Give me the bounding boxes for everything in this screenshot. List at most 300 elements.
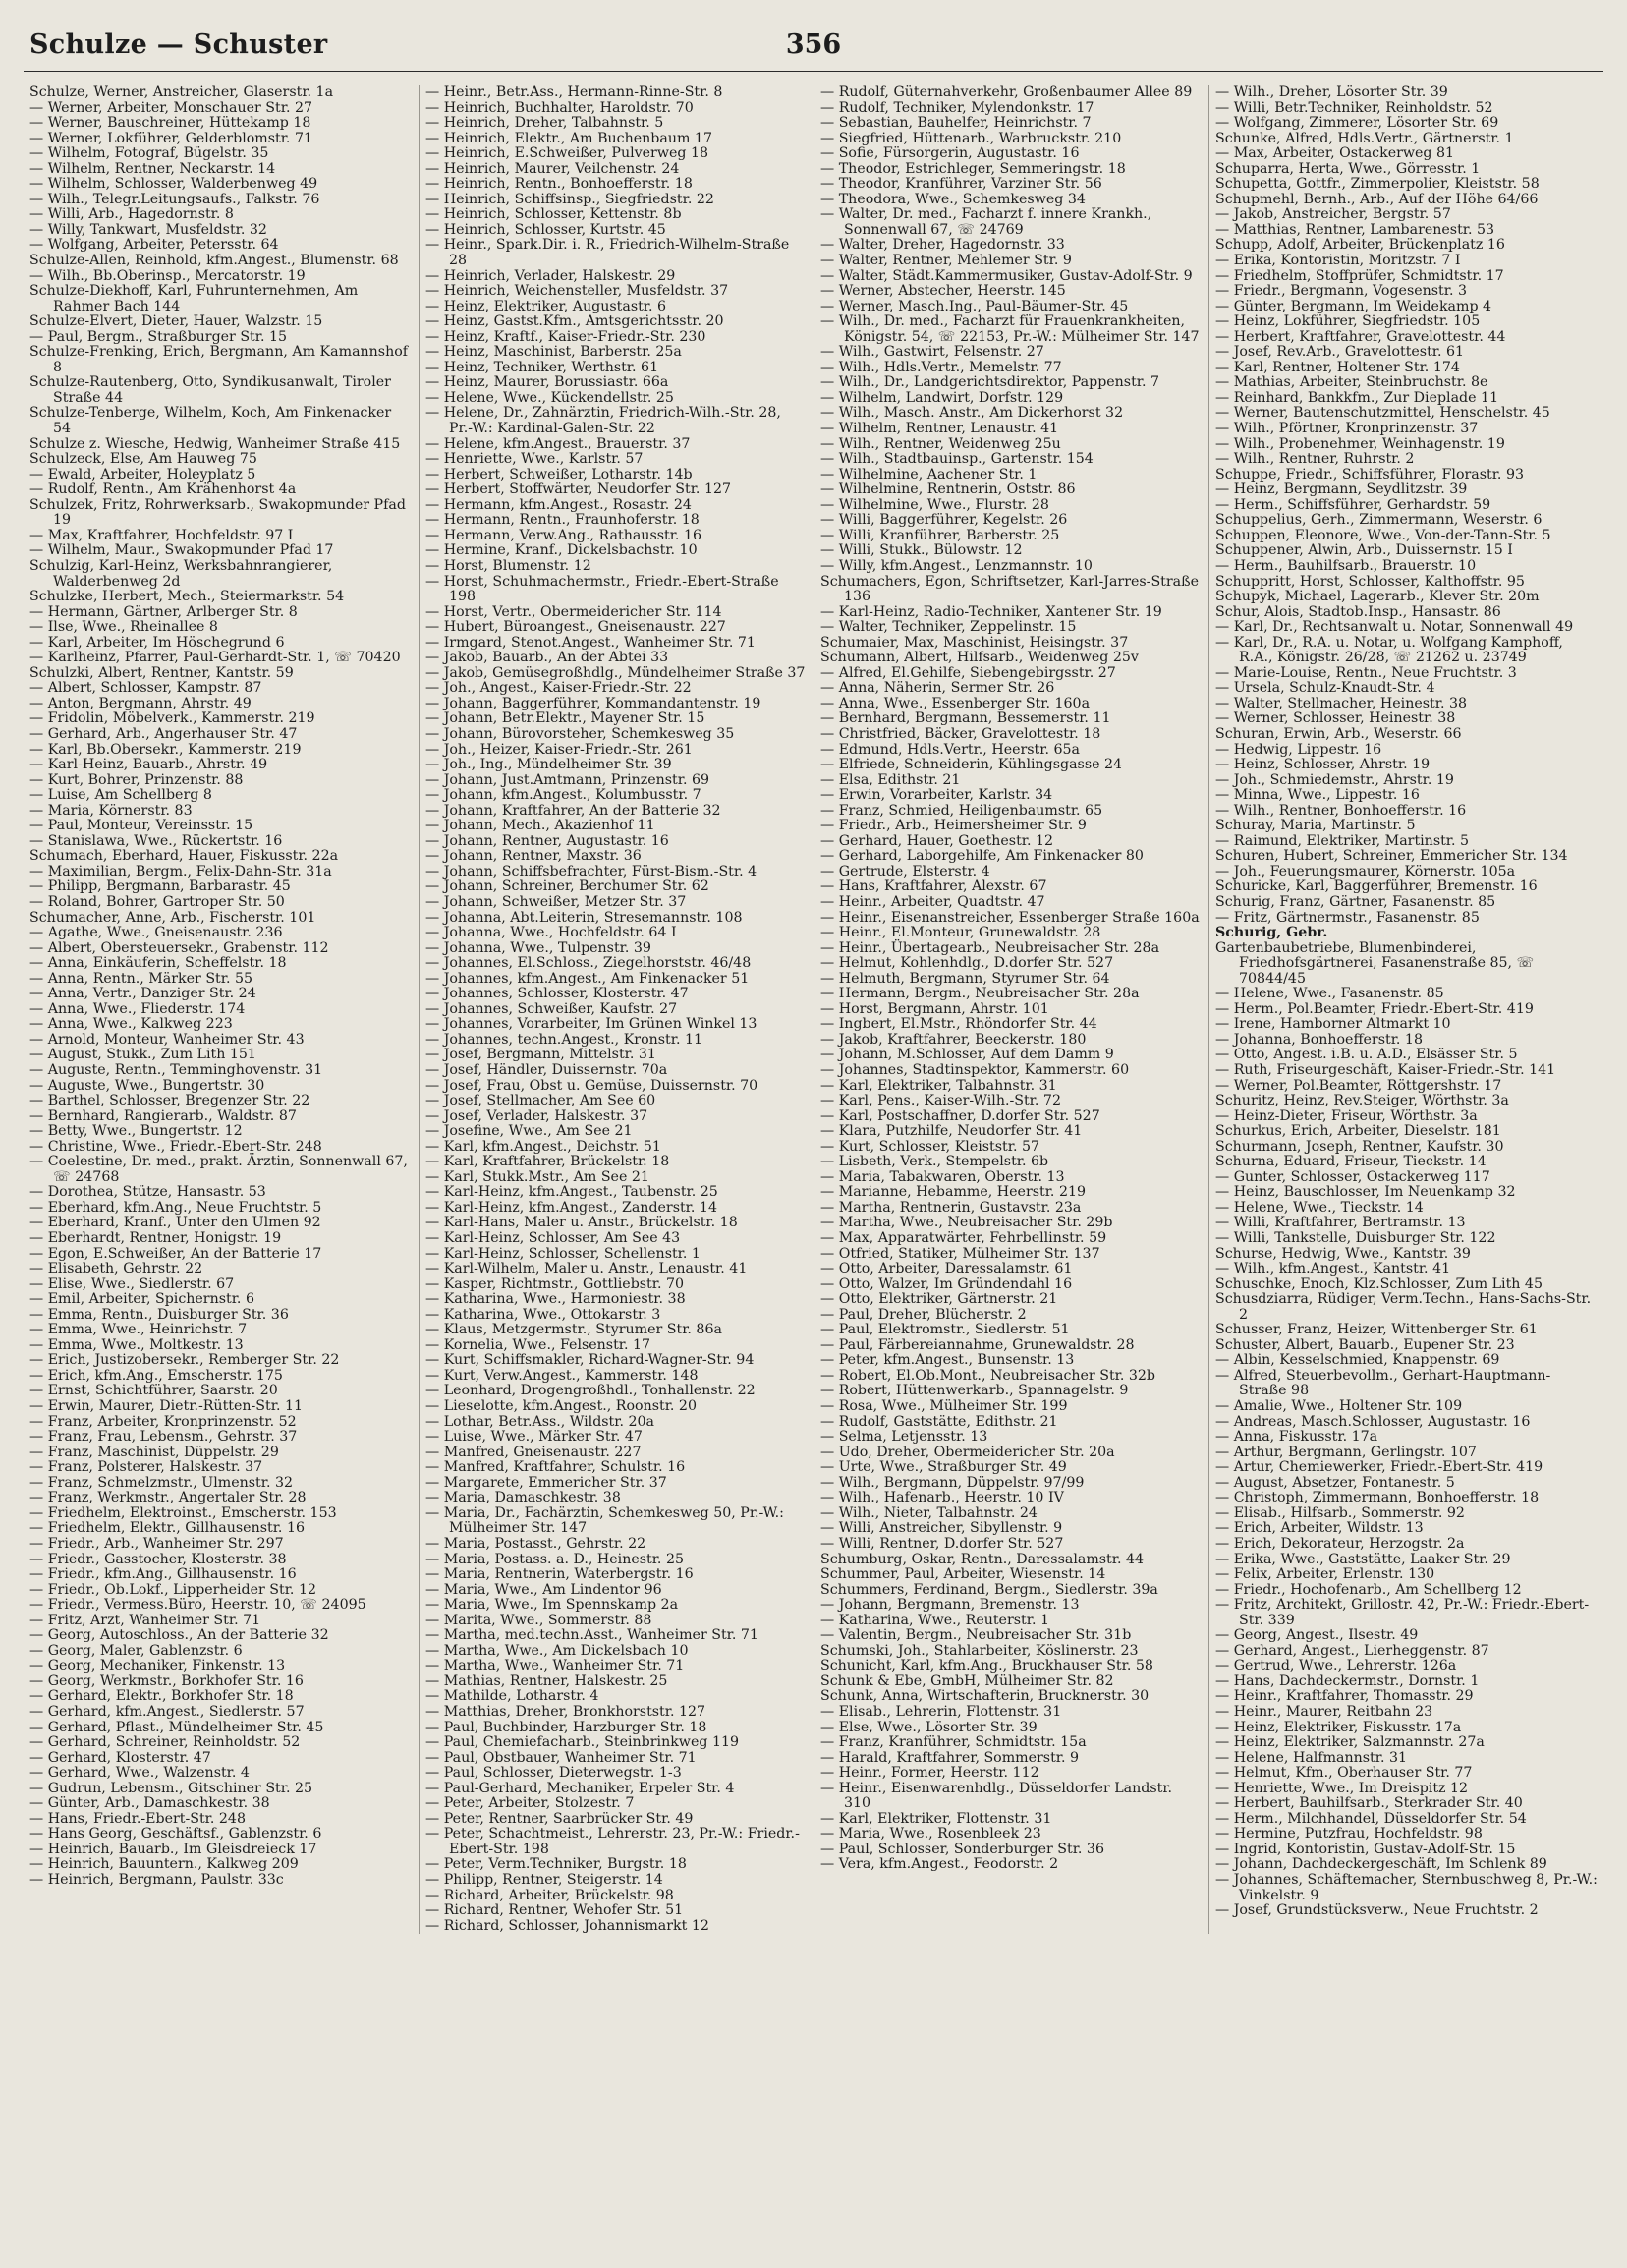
directory-entry: — Egon, E.Schweißer, An der Batterie 17 <box>29 1245 322 1262</box>
directory-entry: — Friedr., Arb., Wanheimer Str. 297 <box>29 1535 284 1552</box>
directory-entry: — Heinr., Kraftfahrer, Thomasstr. 29 <box>1215 1688 1474 1705</box>
directory-entry: — Willi, Stukk., Bülowstr. 12 <box>820 542 1023 559</box>
directory-entry: — Heinz, Gastst.Kfm., Amtsgerichtsstr. 20 <box>425 313 724 330</box>
directory-entry: — Friedhelm, Stoffprüfer, Schmidtstr. 17 <box>1215 267 1504 284</box>
directory-entry: — Herm., Pol.Beamter, Friedr.-Ebert-Str. 419 <box>1215 1000 1534 1017</box>
directory-entry: — Helene, kfm.Angest., Brauerstr. 37 <box>425 435 691 452</box>
directory-entry: — Johann, Rentner, Maxstr. 36 <box>425 848 642 865</box>
directory-entry: — Hans, Dachdeckermstr., Dornstr. 1 <box>1215 1673 1480 1689</box>
directory-entry: Schulzig, Karl-Heinz, Werksbahnrangierer, Walderbenweg 2d <box>29 557 333 590</box>
directory-entry: Schuran, Erwin, Arb., Weserstr. 66 <box>1215 725 1462 742</box>
directory-entry: — Otto, Angest. i.B. u. A.D., Elsässer Str. 5 <box>1215 1047 1518 1063</box>
directory-entry: — Heinz, Lokführer, Siegfriedstr. 105 <box>1215 313 1481 330</box>
directory-entry: — Karlheinz, Pfarrer, Paul-Gerhardt-Str. 1, ☏ 70420 <box>29 650 401 666</box>
directory-entry: — Friedr., Ob.Lokf., Lipperheider Str. 12 <box>29 1581 317 1598</box>
directory-entry: — Johann, Just.Amtmann, Prinzenstr. 69 <box>425 771 710 788</box>
directory-entry: — Friedr., Gasstocher, Klosterstr. 38 <box>29 1551 287 1567</box>
directory-entry: Schusdziarra, Rüdiger, Verm.Techn., Hans-Sachs-Str. 2 <box>1215 1291 1592 1323</box>
directory-entry: Schulzke, Herbert, Mech., Steiermarkstr. 54 <box>29 589 345 605</box>
directory-entry: — Walter, Stellmacher, Heinestr. 38 <box>1215 695 1468 711</box>
directory-entry: — Christoph, Zimmermann, Bonhoefferstr. 18 <box>1215 1490 1540 1506</box>
directory-entry: Schuster, Albert, Bauarb., Eupener Str. 23 <box>1215 1336 1515 1353</box>
directory-entry: — Karl, Postschaffner, D.dorfer Str. 527 <box>820 1107 1100 1124</box>
directory-entry: — Paul, Elektromstr., Siedlerstr. 51 <box>820 1322 1070 1338</box>
directory-entry: — Franz, Polsterer, Halskestr. 37 <box>29 1459 263 1476</box>
directory-entry: — Amalie, Wwe., Holtener Str. 109 <box>1215 1398 1463 1415</box>
directory-entry: — Jakob, Gemüsegroßhdlg., Mündelheimer Straße 37 <box>425 664 806 681</box>
directory-entry: — Erwin, Vorarbeiter, Karlstr. 34 <box>820 787 1053 804</box>
directory-entry: — Martha, med.techn.Asst., Wanheimer Str. 71 <box>425 1627 758 1644</box>
directory-entry: — Werner, Abstecher, Heerstr. 145 <box>820 283 1066 300</box>
directory-entry: — Philipp, Bergmann, Barbarastr. 45 <box>29 879 291 895</box>
directory-entry: Schumacher, Anne, Arb., Fischerstr. 101 <box>29 909 316 926</box>
directory-entry: — Heinr., El.Monteur, Grunewaldstr. 28 <box>820 925 1101 941</box>
directory-entry: Schuren, Hubert, Schreiner, Emmericher Str. 134 <box>1215 848 1568 865</box>
directory-entry: — Hubert, Büroangest., Gneisenaustr. 227 <box>425 619 726 636</box>
directory-entry: — Paul, Schlosser, Dieterwegstr. 1-3 <box>425 1765 682 1782</box>
directory-entry: — Otto, Walzer, Im Gründendahl 16 <box>820 1276 1073 1292</box>
directory-entry: — Lisbeth, Verk., Stempelstr. 6b <box>820 1154 1049 1170</box>
directory-entry: — Wilh., Dr., Landgerichtsdirektor, Pappenstr. 7 <box>820 374 1160 391</box>
directory-entry: — Horst, Schuhmachermstr., Friedr.-Ebert-Straße 198 <box>425 573 779 605</box>
directory-entry: — Wilh., Bb.Oberinsp., Mercatorstr. 19 <box>29 267 306 284</box>
directory-entry: — Lothar, Betr.Ass., Wildstr. 20a <box>425 1413 655 1430</box>
directory-entry: — Hermann, kfm.Angest., Rosastr. 24 <box>425 496 692 513</box>
directory-entry: — Wilh., Hafenarb., Heerstr. 10 IV <box>820 1490 1064 1506</box>
directory-entry: — Heinrich, Dreher, Talbahnstr. 5 <box>425 115 664 132</box>
directory-entry: — Heinrich, Schlosser, Kettenstr. 8b <box>425 206 682 223</box>
directory-entry: — Heinz, Kraftf., Kaiser-Friedr.-Str. 230 <box>425 328 706 345</box>
directory-columns <box>24 85 1603 1934</box>
directory-entry: — Martha, Wwe., Wanheimer Str. 71 <box>425 1658 685 1674</box>
directory-entry: — Ewald, Arbeiter, Holeyplatz 5 <box>29 466 256 482</box>
directory-entry: — Maria, Damaschkestr. 38 <box>425 1490 621 1506</box>
directory-entry: — Friedhelm, Elektr., Gillhausenstr. 16 <box>29 1520 305 1537</box>
directory-entry: — Paul-Gerhard, Mechaniker, Erpeler Str. 4 <box>425 1780 735 1796</box>
directory-entry: — Karl-Wilhelm, Maler u. Anstr., Lenaustr. 41 <box>425 1261 748 1277</box>
directory-entry: — Marita, Wwe., Sommerstr. 88 <box>425 1612 652 1628</box>
directory-entry: — Heinr., Betr.Ass., Hermann-Rinne-Str. 8 <box>425 85 723 100</box>
directory-entry: — Wilhelm, Rentner, Lenaustr. 41 <box>820 421 1059 437</box>
directory-entry: — Helmut, Kfm., Oberhauser Str. 77 <box>1215 1765 1473 1782</box>
directory-entry: Schummers, Ferdinand, Bergm., Siedlerstr. 39a <box>820 1581 1158 1598</box>
directory-entry: — Hermann, Verw.Ang., Rathausstr. 16 <box>425 527 701 543</box>
directory-entry: — Gerhard, Wwe., Walzenstr. 4 <box>29 1765 250 1782</box>
directory-entry: — Karl, Stukk.Mstr., Am See 21 <box>425 1168 649 1185</box>
directory-entry: — Heinz, Bauschlosser, Im Neuenkamp 32 <box>1215 1184 1516 1201</box>
directory-entry: — Alfred, Steuerbevollm., Gerhart-Hauptmann-Straße 98 <box>1215 1367 1551 1399</box>
directory-entry: — Emma, Wwe., Heinrichstr. 7 <box>29 1322 248 1338</box>
directory-entry: — Willy, Tankwart, Musfeldstr. 32 <box>29 221 267 238</box>
directory-entry: — Ursela, Schulz-Knaudt-Str. 4 <box>1215 680 1435 697</box>
directory-entry: — Peter, Verm.Techniker, Burgstr. 18 <box>425 1856 687 1873</box>
directory-entry: Schunk & Ebe, GmbH, Mülheimer Str. 82 <box>820 1673 1114 1689</box>
directory-entry: — Willi, Kraftfahrer, Bertramstr. 13 <box>1215 1215 1466 1231</box>
directory-entry: — Jakob, Anstreicher, Bergstr. 57 <box>1215 206 1451 223</box>
directory-entry: — Katharina, Wwe., Reuterstr. 1 <box>820 1612 1049 1628</box>
directory-entry: — Kurt, Bohrer, Prinzenstr. 88 <box>29 771 244 788</box>
directory-entry: — Otto, Elektriker, Gärtnerstr. 21 <box>820 1291 1058 1308</box>
directory-entry: — Herbert, Schweißer, Lotharstr. 14b <box>425 466 693 482</box>
directory-entry: — Johann, M.Schlosser, Auf dem Damm 9 <box>820 1047 1114 1063</box>
directory-entry: — Andreas, Masch.Schlosser, Augustastr. 16 <box>1215 1413 1531 1430</box>
directory-entry: Schumachers, Egon, Schriftsetzer, Karl-Jarres-Straße 136 <box>820 573 1200 605</box>
directory-entry: — Rosa, Wwe., Mülheimer Str. 199 <box>820 1398 1068 1415</box>
directory-entry: — Johann, Baggerführer, Kommandantenstr. 19 <box>425 695 761 711</box>
page-running-title: Schulze — Schuster <box>29 29 328 60</box>
directory-entry: — Katharina, Wwe., Ottokarstr. 3 <box>425 1306 661 1323</box>
directory-entry: — Karl, Elektriker, Flottenstr. 31 <box>820 1810 1052 1827</box>
directory-entry: Schupetta, Gottfr., Zimmerpolier, Kleiststr. 58 <box>1215 176 1540 193</box>
directory-entry: — Heinz, Maschinist, Barberstr. 25a <box>425 344 682 361</box>
directory-entry: — Max, Arbeiter, Ostackerweg 81 <box>1215 145 1455 162</box>
directory-entry: — Gertrude, Elsterstr. 4 <box>820 863 990 879</box>
directory-entry: — Agathe, Wwe., Gneisenaustr. 236 <box>29 925 283 941</box>
directory-entry: — Elisab., Lehrerin, Flottenstr. 31 <box>820 1703 1062 1720</box>
directory-entry: — Lieselotte, kfm.Angest., Roonstr. 20 <box>425 1398 697 1415</box>
directory-entry: — Gerhard, Hauer, Goethestr. 12 <box>820 832 1054 849</box>
directory-entry: — Gerhard, Elektr., Borkhofer Str. 18 <box>29 1688 294 1705</box>
directory-entry: — Rudolf, Rentn., Am Krähenhorst 4a <box>29 482 297 498</box>
directory-entry: — Johann, Bürovorsteher, Schemkesweg 35 <box>425 725 735 742</box>
directory-entry: Schulze-Tenberge, Wilhelm, Koch, Am Finkenacker 54 <box>29 405 392 437</box>
directory-entry: — Karl, Arbeiter, Im Höschegrund 6 <box>29 634 285 651</box>
directory-entry: — Karl-Heinz, kfm.Angest., Zanderstr. 14 <box>425 1199 717 1216</box>
directory-entry: — Emma, Rentn., Duisburger Str. 36 <box>29 1306 289 1323</box>
directory-entry: — Hermann, Gärtner, Arlberger Str. 8 <box>29 603 298 620</box>
directory-entry: — Heinrich, Maurer, Veilchenstr. 24 <box>425 160 680 177</box>
directory-entry: — Karl-Heinz, kfm.Angest., Taubenstr. 25 <box>425 1184 718 1201</box>
directory-entry: — Franz, Kranführer, Schmidtstr. 15a <box>820 1734 1087 1751</box>
directory-entry: — Werner, Bauschreiner, Hüttekamp 18 <box>29 115 311 132</box>
directory-entry: — Wilh., Dr. med., Facharzt für Frauenkrankheiten, Königstr. 54, ☏ 22153, Pr.-W.: Mülheimer Str. 147 <box>820 313 1200 345</box>
directory-entry: — Heinz, Maurer, Borussiastr. 66a <box>425 374 669 391</box>
directory-entry: — Gudrun, Lebensm., Gitschiner Str. 25 <box>29 1780 313 1796</box>
directory-entry: Schurig, Franz, Gärtner, Fasanenstr. 85 <box>1215 893 1496 910</box>
directory-entry: — Peter, kfm.Angest., Bunsenstr. 13 <box>820 1352 1075 1369</box>
directory-entry: Schuppelius, Gerh., Zimmermann, Weserstr. 6 <box>1215 512 1543 529</box>
directory-entry: — Martha, Rentnerin, Gustavstr. 23a <box>820 1199 1082 1216</box>
directory-entry: — Albert, Schlosser, Kampstr. 87 <box>29 680 262 697</box>
directory-entry: — Robert, Hüttenwerkarb., Spannagelstr. 9 <box>820 1383 1129 1399</box>
directory-entry: — Roland, Bohrer, Gartroper Str. 50 <box>29 893 285 910</box>
directory-entry: — Gerhard, kfm.Angest., Siedlerstr. 57 <box>29 1703 305 1720</box>
directory-entry: — Wilhelm, Rentner, Neckarstr. 14 <box>29 160 276 177</box>
directory-entry: — Rudolf, Techniker, Mylendonkstr. 17 <box>820 99 1094 116</box>
directory-entry: — Maria, Dr., Fachärztin, Schemkesweg 50, Pr.-W.: Mülheimer Str. 147 <box>425 1504 784 1537</box>
directory-entry: — Otto, Arbeiter, Daressalamstr. 61 <box>820 1261 1073 1277</box>
directory-entry: — Auguste, Wwe., Bungertstr. 30 <box>29 1077 265 1094</box>
directory-entry: — Paul, Buchbinder, Harzburger Str. 18 <box>425 1719 707 1735</box>
directory-entry: — Herm., Milchhandel, Düsseldorfer Str. 54 <box>1215 1810 1527 1827</box>
directory-entry: — Werner, Pol.Beamter, Röttgershstr. 17 <box>1215 1077 1502 1094</box>
directory-entry: — Fritz, Arzt, Wanheimer Str. 71 <box>29 1612 261 1628</box>
directory-entry: — Johanna, Bonhoefferstr. 18 <box>1215 1031 1423 1048</box>
directory-entry: — Alfred, El.Gehilfe, Siebengebirgsstr. 27 <box>820 664 1116 681</box>
directory-entry: — Willi, Betr.Techniker, Reinholdstr. 52 <box>1215 99 1493 116</box>
directory-entry: — Kasper, Richtmstr., Gottliebstr. 70 <box>425 1276 685 1292</box>
directory-entry: Schulze, Werner, Anstreicher, Glaserstr. 1a <box>29 85 334 100</box>
directory-entry: — Erika, Wwe., Gaststätte, Laaker Str. 29 <box>1215 1551 1511 1567</box>
directory-entry: — Karl-Heinz, Bauarb., Ahrstr. 49 <box>29 757 268 773</box>
directory-entry: — Wilhelm, Maur., Swakopmunder Pfad 17 <box>29 542 334 559</box>
directory-entry: — Johannes, Stadtinspektor, Kammerstr. 60 <box>820 1062 1130 1078</box>
directory-entry: — Gerhard, Schreiner, Reinholdstr. 52 <box>29 1734 301 1751</box>
directory-entry: — Hermine, Putzfrau, Hochfeldstr. 98 <box>1215 1826 1483 1843</box>
directory-entry: Schulze z. Wiesche, Hedwig, Wanheimer Straße 415 <box>29 435 401 452</box>
directory-entry: — Johanna, Wwe., Hochfeldstr. 64 I <box>425 925 677 941</box>
directory-entry: Schusser, Franz, Heizer, Wittenberger Str. 61 <box>1215 1322 1538 1338</box>
directory-entry: Schuppe, Friedr., Schiffsführer, Florastr. 93 <box>1215 466 1524 482</box>
directory-entry: — Gerhard, Klosterstr. 47 <box>29 1749 211 1766</box>
directory-entry: — Theodora, Wwe., Schemkesweg 34 <box>820 191 1086 207</box>
directory-entry: — Paul, Monteur, Vereinsstr. 15 <box>29 818 253 834</box>
directory-entry: — Johann, Bergmann, Bremenstr. 13 <box>820 1597 1080 1614</box>
directory-entry: — Georg, Angest., Ilsestr. 49 <box>1215 1627 1419 1644</box>
directory-entry: — Heinz, Elektriker, Salzmannstr. 27a <box>1215 1734 1485 1751</box>
directory-entry: — Luise, Wwe., Märker Str. 47 <box>425 1429 643 1446</box>
directory-entry: — August, Absetzer, Fontanestr. 5 <box>1215 1474 1455 1491</box>
directory-entry: — Walter, Städt.Kammermusiker, Gustav-Adolf-Str. 9 <box>820 267 1193 284</box>
directory-column-1 <box>24 85 419 1934</box>
directory-entry: — Karl, Dr., Rechtsanwalt u. Notar, Sonnenwall 49 <box>1215 619 1574 636</box>
directory-entry: — Artur, Chemiewerker, Friedr.-Ebert-Str. 419 <box>1215 1459 1543 1476</box>
directory-entry: — Jakob, Bauarb., An der Abtei 33 <box>425 650 669 666</box>
directory-entry: — Fridolin, Möbelverk., Kammerstr. 219 <box>29 710 315 727</box>
directory-entry: — Erich, kfm.Ang., Emscherstr. 175 <box>29 1367 283 1384</box>
directory-entry: — Wilhelmine, Wwe., Flurstr. 28 <box>820 496 1049 513</box>
directory-entry: — Wilhelm, Landwirt, Dorfstr. 129 <box>820 389 1064 406</box>
directory-entry: Schuricke, Karl, Baggerführer, Bremenstr. 16 <box>1215 879 1538 895</box>
directory-entry: — August, Stukk., Zum Lith 151 <box>29 1047 256 1063</box>
directory-entry: — Peter, Arbeiter, Stolzestr. 7 <box>425 1795 635 1812</box>
directory-entry: — Paul, Obstbauer, Wanheimer Str. 71 <box>425 1749 697 1766</box>
directory-entry: Gartenbaubetriebe, Blumenbinderei, Friedhofsgärtnerei, Fasanenstraße 85, ☏ 70844/45 <box>1215 939 1535 987</box>
directory-entry: — Werner, Lokführer, Gelderblomstr. 71 <box>29 130 312 146</box>
directory-entry: — Rudolf, Güternahverkehr, Großenbaumer Allee 89 <box>820 85 1193 100</box>
directory-entry: Schummer, Paul, Arbeiter, Wiesenstr. 14 <box>820 1566 1106 1583</box>
directory-entry: — Johannes, El.Schloss., Ziegelhorststr. 46/48 <box>425 955 752 972</box>
directory-entry: — Martha, Wwe., Am Dickelsbach 10 <box>425 1642 689 1659</box>
directory-entry: — Hermann, Bergm., Neubreisacher Str. 28a <box>820 986 1140 1002</box>
directory-entry: — Karl-Heinz, Radio-Techniker, Xantener Str. 19 <box>820 603 1162 620</box>
directory-entry: — Johanna, Abt.Leiterin, Stresemannstr. 108 <box>425 909 743 926</box>
directory-entry: — Johannes, kfm.Angest., Am Finkenacker 51 <box>425 970 750 987</box>
directory-entry: Schurkus, Erich, Arbeiter, Dieselstr. 181 <box>1215 1123 1501 1140</box>
directory-entry: — Heinrich, Bauuntern., Kalkweg 209 <box>29 1856 299 1873</box>
directory-entry: — Hans, Kraftfahrer, Alexstr. 67 <box>820 879 1047 895</box>
directory-entry: — Anna, Fiskusstr. 17a <box>1215 1429 1378 1446</box>
directory-entry: — Franz, Arbeiter, Kronprinzenstr. 52 <box>29 1413 297 1430</box>
directory-entry: — Friedr., Arb., Heimersheimer Str. 9 <box>820 818 1087 834</box>
directory-entry: — Irene, Hamborner Altmarkt 10 <box>1215 1016 1451 1033</box>
directory-entry: — Wilh., Pförtner, Kronprinzenstr. 37 <box>1215 421 1479 437</box>
directory-entry: — Josef, Bergmann, Mittelstr. 31 <box>425 1047 656 1063</box>
directory-entry: — Franz, Schmelzmstr., Ulmenstr. 32 <box>29 1474 294 1491</box>
directory-entry: — Ingrid, Kontoristin, Gustav-Adolf-Str. 15 <box>1215 1841 1516 1857</box>
directory-entry: — Wilh., Stadtbauinsp., Gartenstr. 154 <box>820 451 1094 468</box>
directory-entry: — Heinrich, Schlosser, Kurtstr. 45 <box>425 221 666 238</box>
directory-column-4 <box>1208 85 1603 1934</box>
directory-entry: — Albin, Kesselschmied, Knappenstr. 69 <box>1215 1352 1500 1369</box>
directory-entry: — Edmund, Hdls.Vertr., Heerstr. 65a <box>820 741 1081 758</box>
directory-entry: — Willi, Tankstelle, Duisburger Str. 122 <box>1215 1230 1496 1247</box>
directory-entry: — Richard, Arbeiter, Brückelstr. 98 <box>425 1887 674 1903</box>
directory-entry: — Joh., Heizer, Kaiser-Friedr.-Str. 261 <box>425 741 693 758</box>
directory-entry: — Johann, Kraftfahrer, An der Batterie 32 <box>425 802 721 819</box>
directory-entry: — Friedr., kfm.Ang., Gillhausenstr. 16 <box>29 1566 297 1583</box>
directory-entry: — Paul, Schlosser, Sonderburger Str. 36 <box>820 1841 1104 1857</box>
directory-entry: — Anna, Vertr., Danziger Str. 24 <box>29 986 256 1002</box>
directory-entry: — Wilh., Rentner, Ruhrstr. 2 <box>1215 451 1415 468</box>
directory-entry: — Wilh., Probenehmer, Weinhagenstr. 19 <box>1215 435 1505 452</box>
directory-entry: — Kurt, Schiffsmakler, Richard-Wagner-Str. 94 <box>425 1352 755 1369</box>
directory-entry: — Heinrich, E.Schweißer, Pulverweg 18 <box>425 145 709 162</box>
directory-entry: — Peter, Rentner, Saarbrücker Str. 49 <box>425 1810 694 1827</box>
directory-entry: — Anna, Näherin, Sermer Str. 26 <box>820 680 1055 697</box>
directory-entry: — Wilh., Hdls.Vertr., Memelstr. 77 <box>820 359 1062 375</box>
directory-entry: — Wilhelm, Schlosser, Walderbenweg 49 <box>29 176 318 193</box>
directory-entry: — Robert, El.Ob.Mont., Neubreisacher Str. 32b <box>820 1367 1156 1384</box>
directory-entry: — Franz, Werkmstr., Angertaler Str. 28 <box>29 1490 307 1506</box>
directory-entry: — Kornelia, Wwe., Felsenstr. 17 <box>425 1336 651 1353</box>
directory-entry: — Heinr., Übertagearb., Neubreisacher Str. 28a <box>820 939 1160 956</box>
directory-entry: — Karl, Dr., R.A. u. Notar, u. Wolfgang Kamphoff, R.A., Königstr. 26/28, ☏ 21262 u. 23749 <box>1215 634 1563 666</box>
directory-entry: — Max, Apparatwärter, Fehrbellinstr. 59 <box>820 1230 1107 1247</box>
directory-entry: — Fritz, Gärtnermstr., Fasanenstr. 85 <box>1215 909 1480 926</box>
directory-entry: — Wilh., Masch. Anstr., Am Dickerhorst 32 <box>820 405 1124 422</box>
directory-entry: — Max, Kraftfahrer, Hochfeldstr. 97 I <box>29 527 294 543</box>
directory-entry: — Helene, Dr., Zahnärztin, Friedrich-Wilh.-Str. 28, Pr.-W.: Kardinal-Galen-Str. 22 <box>425 405 781 437</box>
directory-entry: — Erich, Arbeiter, Wildstr. 13 <box>1215 1520 1424 1537</box>
directory-entry: — Heinrich, Bauarb., Im Gleisdreieck 17 <box>29 1841 317 1857</box>
directory-entry: — Arnold, Monteur, Wanheimer Str. 43 <box>29 1031 305 1048</box>
directory-entry: — Friedr., Bergmann, Vogesenstr. 3 <box>1215 283 1468 300</box>
directory-entry: — Erika, Kontoristin, Moritzstr. 7 I <box>1215 253 1461 269</box>
directory-entry: — Wilh., Gastwirt, Felsenstr. 27 <box>820 344 1044 361</box>
directory-entry: — Dorothea, Stütze, Hansastr. 53 <box>29 1184 266 1201</box>
directory-entry: — Manfred, Gneisenaustr. 227 <box>425 1444 642 1460</box>
directory-entry: — Ingbert, El.Mstr., Rhöndorfer Str. 44 <box>820 1016 1097 1033</box>
directory-entry: Schumburg, Oskar, Rentn., Daressalamstr. 44 <box>820 1551 1145 1567</box>
directory-entry: Schurna, Eduard, Friseur, Tieckstr. 14 <box>1215 1154 1487 1170</box>
directory-entry: — Theodor, Kranführer, Varziner Str. 56 <box>820 176 1102 193</box>
directory-entry: — Heinr., Eisenanstreicher, Essenberger Straße 160a <box>820 909 1200 926</box>
directory-entry: — Gerhard, Laborgehilfe, Am Finkenacker 80 <box>820 848 1144 865</box>
directory-entry: — Werner, Bautenschutzmittel, Henschelstr. 45 <box>1215 405 1550 422</box>
directory-entry: — Heinz, Elektriker, Fiskusstr. 17a <box>1215 1719 1462 1735</box>
directory-entry: — Maria, Körnerstr. 83 <box>29 802 193 819</box>
directory-entry: — Eberhard, Kranf., Unter den Ulmen 92 <box>29 1215 321 1231</box>
directory-entry: — Urte, Wwe., Straßburger Str. 49 <box>820 1459 1067 1476</box>
directory-entry: — Matthias, Rentner, Lambarenestr. 53 <box>1215 221 1495 238</box>
directory-entry: — Heinz-Dieter, Friseur, Wörthstr. 3a <box>1215 1107 1478 1124</box>
directory-entry: — Josef, Frau, Obst u. Gemüse, Duissernstr. 70 <box>425 1077 758 1094</box>
directory-entry: — Mathilde, Lotharstr. 4 <box>425 1688 599 1705</box>
directory-entry: — Mathias, Arbeiter, Steinbruchstr. 8e <box>1215 374 1488 391</box>
directory-entry: — Walter, Techniker, Zeppelinstr. 15 <box>820 619 1077 636</box>
directory-entry: — Theodor, Estrichleger, Semmeringstr. 18 <box>820 160 1126 177</box>
directory-entry: — Joh., Angest., Kaiser-Friedr.-Str. 22 <box>425 680 692 697</box>
directory-entry: Schumaier, Max, Maschinist, Heisingstr. 37 <box>820 634 1129 651</box>
directory-entry: — Elisab., Hilfsarb., Sommerstr. 92 <box>1215 1504 1465 1521</box>
directory-entry: — Georg, Werkmstr., Borkhofer Str. 16 <box>29 1673 304 1689</box>
directory-entry: — Wolfgang, Arbeiter, Petersstr. 64 <box>29 237 279 254</box>
directory-entry: — Wilh., Rentner, Weidenweg 25u <box>820 435 1061 452</box>
directory-entry: — Albert, Obersteuersekr., Grabenstr. 112 <box>29 939 329 956</box>
directory-entry: — Friedr., Vermess.Büro, Heerstr. 10, ☏ 24095 <box>29 1597 366 1614</box>
directory-entry: — Minna, Wwe., Lippestr. 16 <box>1215 787 1420 804</box>
directory-entry: — Johanna, Wwe., Tulpenstr. 39 <box>425 939 651 956</box>
directory-entry: — Irmgard, Stenot.Angest., Wanheimer Str. 71 <box>425 634 756 651</box>
directory-entry: — Marianne, Hebamme, Heerstr. 219 <box>820 1184 1087 1201</box>
directory-entry: — Johannes, Schweißer, Kaufstr. 27 <box>425 1000 678 1017</box>
directory-entry: — Ernst, Schichtführer, Saarstr. 20 <box>29 1383 278 1399</box>
directory-entry: — Else, Wwe., Lösorter Str. 39 <box>820 1719 1038 1735</box>
directory-entry: — Coelestine, Dr. med., prakt. Ärztin, Sonnenwall 67, ☏ 24768 <box>29 1154 408 1185</box>
directory-entry: — Rudolf, Gaststätte, Edithstr. 21 <box>820 1413 1058 1430</box>
directory-entry: — Günter, Arb., Damaschkestr. 38 <box>29 1795 270 1812</box>
directory-entry: — Hermann, Rentn., Fraunhoferstr. 18 <box>425 512 700 529</box>
directory-entry: — Erwin, Maurer, Dietr.-Rütten-Str. 11 <box>29 1398 304 1415</box>
directory-entry: — Maria, Wwe., Am Lindentor 96 <box>425 1581 662 1598</box>
directory-entry: — Harald, Kraftfahrer, Sommerstr. 9 <box>820 1749 1080 1766</box>
directory-entry: — Josef, Grundstücksverw., Neue Fruchtstr. 2 <box>1215 1902 1539 1919</box>
directory-entry: — Marie-Louise, Rentn., Neue Fruchtstr. 3 <box>1215 664 1517 681</box>
directory-entry: — Hans, Friedr.-Ebert-Str. 248 <box>29 1810 246 1827</box>
directory-entry: — Hedwig, Lippestr. 16 <box>1215 741 1382 758</box>
directory-entry: — Herbert, Bauhilfsarb., Sterkrader Str. 40 <box>1215 1795 1523 1812</box>
directory-entry: — Wilh., Rentner, Bonhoefferstr. 16 <box>1215 802 1467 819</box>
directory-entry: — Herbert, Kraftfahrer, Gravelottestr. 44 <box>1215 328 1506 345</box>
directory-entry: Schumski, Joh., Stahlarbeiter, Köslinerstr. 23 <box>820 1642 1139 1659</box>
directory-entry: — Heinz, Bergmann, Seydlitzstr. 39 <box>1215 482 1468 498</box>
directory-entry: — Anna, Einkäuferin, Scheffelstr. 18 <box>29 955 287 972</box>
directory-entry: Schulze-Elvert, Dieter, Hauer, Walzstr. 15 <box>29 313 323 330</box>
directory-entry: — Joh., Schmiedemstr., Ahrstr. 19 <box>1215 771 1454 788</box>
directory-entry: — Maria, Wwe., Im Spennskamp 2a <box>425 1597 679 1614</box>
directory-entry: — Helene, Wwe., Kückendellstr. 25 <box>425 389 674 406</box>
directory-entry: — Johann, Rentner, Augustastr. 16 <box>425 832 669 849</box>
directory-entry: Schulzki, Albert, Rentner, Kantstr. 59 <box>29 664 294 681</box>
directory-entry: — Werner, Schlosser, Heinestr. 38 <box>1215 710 1456 727</box>
directory-entry: — Wilh., Nieter, Talbahnstr. 24 <box>820 1504 1038 1521</box>
directory-entry: — Maria, Rentnerin, Waterbergstr. 16 <box>425 1566 694 1583</box>
directory-entry: — Helmut, Kohlenhdlg., D.dorfer Str. 527 <box>820 955 1114 972</box>
directory-entry: Schupmehl, Bernh., Arb., Auf der Höhe 64/66 <box>1215 191 1539 207</box>
directory-entry: Schuritz, Heinz, Rev.Steiger, Wörthstr. 3a <box>1215 1093 1509 1109</box>
directory-column-3 <box>814 85 1208 1934</box>
directory-entry: Schur, Alois, Stadtob.Insp., Hansastr. 86 <box>1215 603 1501 620</box>
directory-entry: — Paul, Chemiefacharb., Steinbrinkweg 119 <box>425 1734 740 1751</box>
directory-entry: — Richard, Schlosser, Johannismarkt 12 <box>425 1917 709 1934</box>
directory-entry: — Horst, Vertr., Obermeidericher Str. 114 <box>425 603 722 620</box>
directory-entry: — Hermine, Kranf., Dickelsbachstr. 10 <box>425 542 698 559</box>
directory-entry: — Josef, Rev.Arb., Gravelottestr. 61 <box>1215 344 1465 361</box>
directory-entry: — Willi, Arb., Hagedornstr. 8 <box>29 206 234 223</box>
directory-entry: — Erich, Dekorateur, Herzogstr. 2a <box>1215 1535 1465 1552</box>
page-number: 356 <box>785 29 842 60</box>
directory-entry: — Josef, Händler, Duissernstr. 70a <box>425 1062 668 1078</box>
directory-entry: — Erich, Justizobersekr., Remberger Str. 22 <box>29 1352 340 1369</box>
directory-entry: — Henriette, Wwe., Karlstr. 57 <box>425 451 644 468</box>
directory-entry: — Helmuth, Bergmann, Styrumer Str. 64 <box>820 970 1110 987</box>
directory-entry: — Walter, Dr. med., Facharzt f. innere Krankh., Sonnenwall 67, ☏ 24769 <box>820 206 1152 238</box>
directory-entry: — Leonhard, Drogengroßhdl., Tonhallenstr. 22 <box>425 1383 756 1399</box>
directory-entry: — Karl, Kraftfahrer, Brückelstr. 18 <box>425 1154 670 1170</box>
page-header <box>24 29 1603 72</box>
directory-entry: — Felix, Arbeiter, Erlenstr. 130 <box>1215 1566 1435 1583</box>
